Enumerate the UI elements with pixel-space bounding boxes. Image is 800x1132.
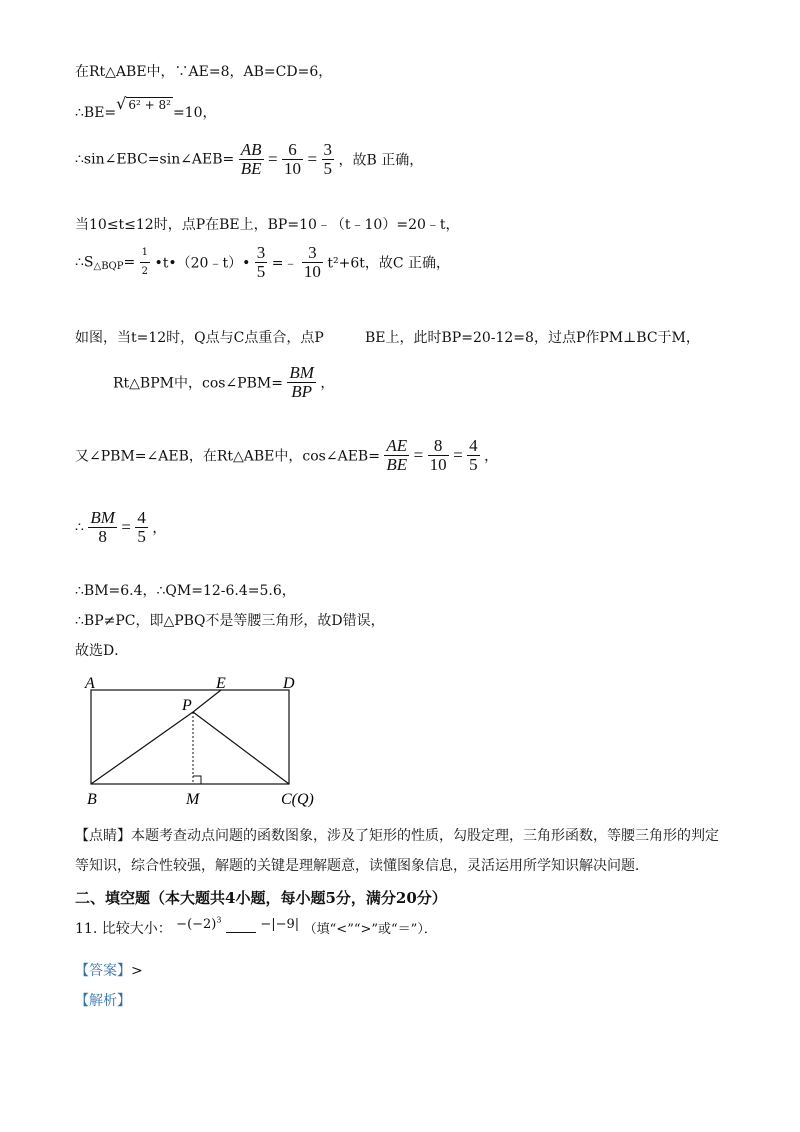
- text-line-2: [75, 94, 217, 122]
- answer-blank[interactable]: [226, 920, 256, 933]
- radicand: 6² + 8²: [128, 98, 171, 112]
- segment-pc: [193, 712, 289, 784]
- text-line-3: ∴sin∠EBC=sin∠AEB= $\frac{AB}{BE}$ = $\frac{6}{10}$ = $\frac{3}{5}$ ，故B 正确，: [75, 140, 424, 178]
- text-line-6a: 如图，当t=12时，Q点与C点重合，点P: [75, 330, 324, 346]
- comment-line-1: 【点睛】本题考查动点问题的函数图象，涉及了矩形的性质，勾股定理，三角形函数，等腰三角形的判定: [75, 828, 719, 844]
- fraction-4-5: $\frac{4}{5}$: [469, 436, 478, 474]
- text-line-4: 当10≤t≤12时，点P在BE上，BP=10﹣（t﹣10）=20﹣t，: [75, 217, 460, 233]
- section-heading: 二、填空题（本大题共4小题，每小题5分，满分20分）: [75, 889, 447, 907]
- text-line-9: ∴ $\frac{BM}{8}$ = $\frac{4}{5}$ ，: [75, 508, 167, 546]
- fraction-bm-bp: $\frac{BM}{BP}$: [289, 363, 314, 401]
- label-d: D: [283, 675, 295, 692]
- comment-line-2: 等知识，综合性较强，解题的关键是理解题意，读懂图象信息，灵活运用所学知识解决问题．: [75, 858, 649, 874]
- text-line-7: Rt△BPM中，cos∠PBM= $\frac{BM}{BP}$ ，: [113, 363, 335, 401]
- fraction-half: $\frac{1}{2}$: [140, 244, 150, 281]
- fraction-8-10: $\frac{8}{10}$: [429, 436, 447, 474]
- sqrt-expression: √ 6² + 8²: [116, 94, 171, 113]
- sin-label: ∴sin∠EBC=sin∠AEB=: [75, 151, 235, 168]
- fraction-ae-be: $\frac{AE}{BE}$: [386, 436, 408, 474]
- right-angle-mark: [193, 776, 201, 784]
- expression-2: −|−9|: [260, 917, 300, 932]
- fraction-bm-8: $\frac{BM}{8}$: [90, 508, 115, 546]
- fraction-3-5: $\frac{3}{5}$: [323, 140, 333, 178]
- be-label: ∴BE=: [75, 105, 117, 121]
- text-line-12: 故选D．: [75, 643, 129, 659]
- text-line-10: ∴BM=6.4，∴QM=12-6.4=5.6，: [75, 583, 296, 599]
- label-b: B: [87, 791, 97, 808]
- fraction-3-10: $\frac{3}{10}$: [303, 243, 321, 281]
- text-line-5: $\therefore S_{\triangle BQP}=$ $\frac{1}{2}$ •t•（20﹣t）• $\frac{3}{5}$ =﹣ $\frac{3}{10}$ t²+6t，故C 正确，: [75, 243, 451, 281]
- answer-line: [75, 962, 143, 980]
- label-e: E: [216, 675, 226, 692]
- fraction-6-10: $\frac{6}{10}$: [284, 140, 302, 178]
- answer-label: 【答案】: [75, 963, 131, 979]
- be-result: =10，: [172, 105, 217, 121]
- fraction-4-5b: $\frac{4}{5}$: [137, 508, 146, 546]
- question-11: 11. 比较大小： $-(-2)^3 -|-9|$ （填“<”“>”或“＝”）．: [75, 915, 437, 937]
- text-line-6b: BE上，此时BP=20-12=8，过点P作PM⊥BC于M，: [365, 330, 700, 346]
- text-line-11: ∴BP≠PC，即△PBQ不是等腰三角形，故D错误，: [75, 613, 385, 629]
- label-p: P: [182, 697, 192, 714]
- label-cq: C(Q): [281, 791, 314, 808]
- label-a: A: [85, 675, 95, 692]
- analysis-label: 【解析】: [75, 993, 131, 1009]
- expression-1: $-(-2)^3$: [176, 915, 222, 932]
- text-line-8: 又∠PBM=∠AEB，在Rt△ABE中，cos∠AEB= $\frac{AE}{BE}$ = $\frac{8}{10}$ = $\frac{4}{5}$ ，: [75, 436, 499, 474]
- segment-bp: [91, 712, 193, 784]
- fraction-ab-be: $\frac{AB}{BE}$: [240, 140, 262, 178]
- answer-value: >: [131, 963, 143, 979]
- fraction-3-5b: $\frac{3}{5}$: [256, 243, 266, 281]
- rectangle-figure: [75, 672, 335, 812]
- label-m: M: [186, 791, 200, 808]
- text-line-1: 在Rt△ABE中，∵AE=8，AB=CD=6，: [75, 64, 333, 80]
- segment-pe: [193, 690, 221, 712]
